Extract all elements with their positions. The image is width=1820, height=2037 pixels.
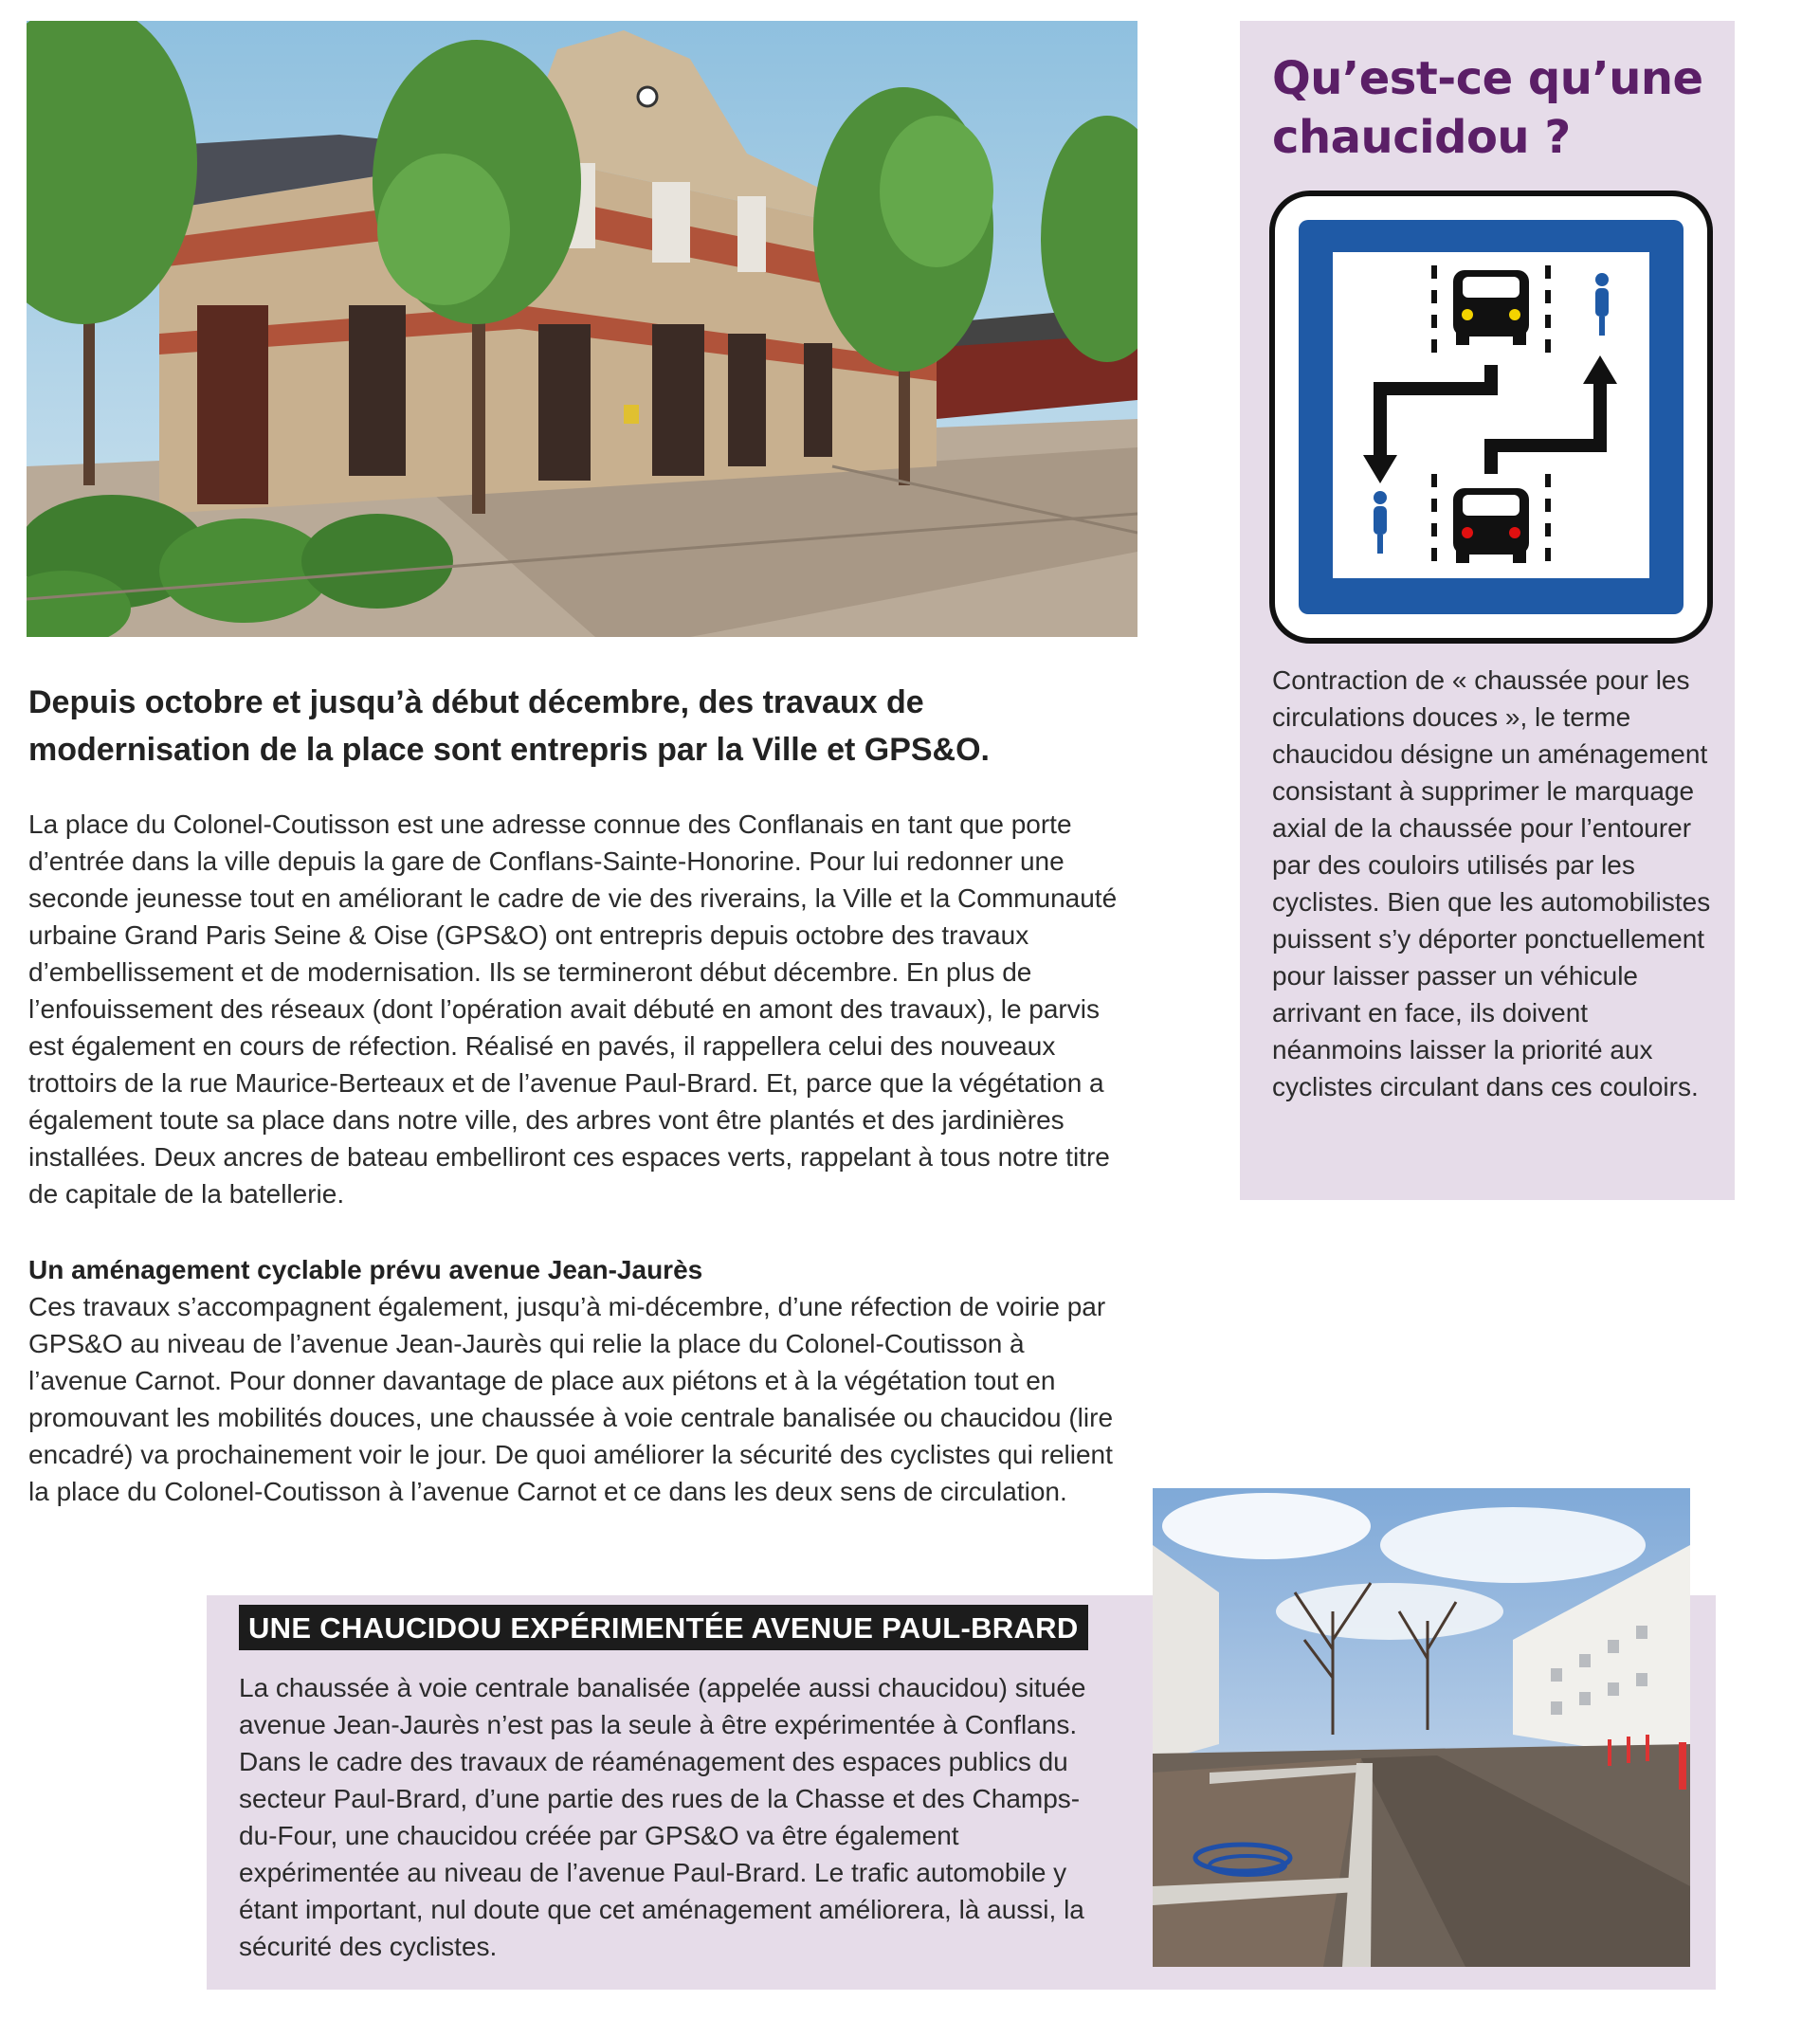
info-box-heading: UNE CHAUCIDOU EXPÉRIMENTÉE AVENUE PAUL-BRARD (239, 1605, 1088, 1650)
article-paragraph-1: La place du Colonel-Coutisson est une adresse connue des Conflanais en tant que porte d’entrée dans la ville depuis la gare de Conflans-Sainte-Honorine. Pour lui redonner une seconde jeunesse tout en améliorant le cadre de vie des riverains, la Ville et la Communauté urbaine Grand Paris Seine & Oise (GPS&O) ont entrepris depuis octobre des travaux d’embellissement et de modernisation. Ils se termineront début décembre. En plus de l’enfouissement des réseaux (dont l’opération avait débuté en amont des travaux), le parvis est également en cours de réfection. Réalisé en pavés, il rappellera celui des nouveaux trottoirs de la rue Maurice-Berteaux et de l’avenue Paul-Brard. Et, parce que la végétation a également toute sa place dans notre ville, des arbres vont être plantés et des jardinières installées. Deux ancres de bateau embelliront ces espaces verts, rappelant à tous notre titre de capitale de la batellerie. (28, 809, 1118, 1209)
chaucidou-road-sign (1268, 190, 1714, 645)
roadworks-photo (1153, 1488, 1690, 1967)
sidebar-paragraph: Contraction de « chaussée pour les circulations douces », le terme chaucidou désigne un aménagement consistant à supprimer le marquage axial de la chaussée pour l’entourer par des couloirs utilisés par les cyclistes. Bien que les automobilistes puissent s’y déporter ponctuellement pour laisser passer un véhicule arrivant en face, ils doivent néanmoins laisser la priorité aux cyclistes circulant dans ces couloirs. (1272, 665, 1711, 1101)
article-body (28, 806, 1119, 1212)
sidebar-title: Qu’est-ce qu’une chaucidou ? (1272, 52, 1703, 164)
article-paragraph-2: Ces travaux s’accompagnent également, jusqu’à mi-décembre, d’une réfection de voirie par GPS&O au niveau de l’avenue Jean-Jaurès qui relie la place du Colonel-Coutisson à l’avenue Carnot. Pour donner davantage de place aux piétons et à la végétation tout en promouvant les mobilités douces, une chaussée à voie centrale banalisée ou chaucidou (lire encadré) va prochainement voir le jour. De quoi améliorer la sécurité des cyclistes qui relient la place du Colonel-Coutisson à l’avenue Carnot et ce dans les deux sens de circulation. (28, 1292, 1114, 1506)
info-box-paragraph: La chaussée à voie centrale banalisée (appelée aussi chaucidou) située avenue Jean-Jaurès n’est pas la seule à être expérimentée à Conflans. Dans le cadre des travaux de réaménagement des espaces publics du secteur Paul-Brard, d’une partie des rues de la Chasse et des Champs-du-Four, une chaucidou créée par GPS&O va être également expérimentée au niveau de l’avenue Paul-Brard. Le trafic automobile y étant important, nul doute que cet aménagement améliorera, là aussi, la sécurité des cyclistes. (239, 1673, 1086, 1961)
sidebar-text (1272, 662, 1718, 1105)
article-body-2 (28, 1288, 1119, 1510)
sidebar-box (1240, 21, 1735, 1200)
article-lead: Depuis octobre et jusqu’à début décembre, des travaux de modernisation de la place sont entrepris par la Ville et GPS&O. (28, 684, 991, 768)
info-box-text (239, 1669, 1111, 1965)
article-subheading: Un aménagement cyclable prévu avenue Jean-Jaurès (28, 1255, 703, 1284)
station-illustration (27, 21, 1138, 637)
